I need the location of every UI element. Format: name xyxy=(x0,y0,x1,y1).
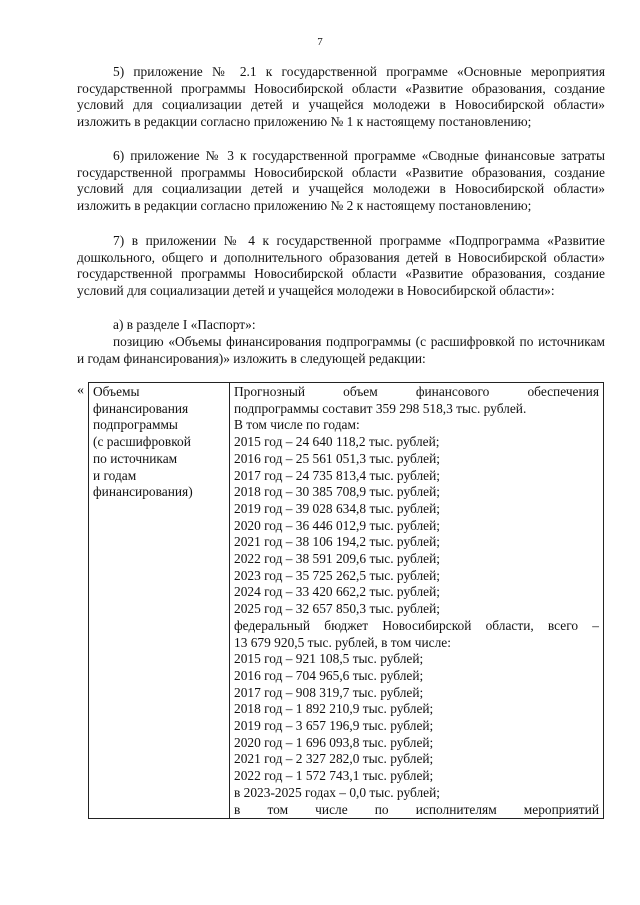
year-total-line: 2016 год – 25 561 051,3 тыс. рублей; xyxy=(234,450,440,466)
year-federal-line: 2021 год – 2 327 282,0 тыс. рублей; xyxy=(234,751,434,767)
label-line: финансирования xyxy=(93,400,189,416)
by-years-line: В том числе по годам: xyxy=(234,417,360,433)
year-total-line: 2020 год – 36 446 012,9 тыс. рублей; xyxy=(234,517,440,533)
year-total-line: 2015 год – 24 640 118,2 тыс. рублей; xyxy=(234,434,440,450)
label-line: финансирования) xyxy=(93,484,193,500)
year-total-line: 2018 год – 30 385 708,9 тыс. рублей; xyxy=(234,484,440,500)
year-federal-line: 2020 год – 1 696 093,8 тыс. рублей; xyxy=(234,734,434,750)
table-row xyxy=(89,383,604,819)
federal-line: федеральный бюджет Новосибирской области, всего – xyxy=(234,617,599,633)
paragraph-item-6: 6) приложение № 3 к государственной программе «Сводные финансовые затраты государственной программы Новосибирской области «Развитие образования, создание условий для социализации детей и учащейся молодежи в Новосибирской области» изложить в редакции согласно приложению № 2 к настоящему постановлению; xyxy=(77,148,605,214)
label-line: Объемы xyxy=(93,384,140,399)
intro-line: подпрограммы составит 359 298 518,3 тыс. рублей. xyxy=(234,400,527,416)
year-federal-line: 2017 год – 908 319,7 тыс. рублей; xyxy=(234,684,424,700)
year-total-line: 2025 год – 32 657 850,3 тыс. рублей; xyxy=(234,601,440,617)
label-line: подпрограммы xyxy=(93,417,178,433)
paragraph-item-5: 5) приложение № 2.1 к государственной программе «Основные мероприятия государственной программы Новосибирской области «Развитие образования, создание условий для социализации детей и учащейся молодежи в Новосибирской области» изложить в редакции согласно приложению № 1 к настоящему постановлению; xyxy=(77,64,605,130)
year-total-line: 2021 год – 38 106 194,2 тыс. рублей; xyxy=(234,534,440,550)
passport-table xyxy=(88,382,604,819)
federal-rest-line: в 2023-2025 годах – 0,0 тыс. рублей; xyxy=(234,784,440,800)
year-federal-line: 2022 год – 1 572 743,1 тыс. рублей; xyxy=(234,768,434,784)
year-total-line: 2017 год – 24 735 813,4 тыс. рублей; xyxy=(234,467,440,483)
year-federal-line: 2018 год – 1 892 210,9 тыс. рублей; xyxy=(234,701,434,717)
executors-line: в том числе по исполнителям мероприятий xyxy=(234,801,599,817)
intro-line: Прогнозный объем финансового обеспечения xyxy=(234,384,599,399)
table-cell-label xyxy=(89,383,230,819)
label-line: (с расшифровкой xyxy=(93,434,191,450)
year-total-line: 2019 год – 39 028 634,8 тыс. рублей; xyxy=(234,500,440,516)
label-line: и годам xyxy=(93,467,137,483)
table-cell-content xyxy=(230,383,604,819)
paragraph-position: позицию «Объемы финансирования подпрограммы (с расшифровкой по источникам и годам финансирования)» изложить в следующей редакции: xyxy=(77,334,605,366)
year-total-line: 2024 год – 33 420 662,2 тыс. рублей; xyxy=(234,584,440,600)
year-federal-line: 2016 год – 704 965,6 тыс. рублей; xyxy=(234,667,424,683)
year-total-line: 2022 год – 38 591 209,6 тыс. рублей; xyxy=(234,551,440,567)
opening-quote: « xyxy=(77,383,84,398)
paragraph-section-passport: а) в разделе I «Паспорт»: xyxy=(113,317,256,332)
label-line: по источникам xyxy=(93,450,178,466)
page-number: 7 xyxy=(317,36,323,48)
paragraph-item-7: 7) в приложении № 4 к государственной программе «Подпрограмма «Развитие дошкольного, общего и дополнительного образования детей в Новосибирской области» государственной программы Новосибирской области «Развитие образования, создание условий для социализации детей и учащейся молодежи в Новосибирской области»: xyxy=(77,233,605,299)
federal-line: 13 679 920,5 тыс. рублей, в том числе: xyxy=(234,634,451,650)
year-total-line: 2023 год – 35 725 262,5 тыс. рублей; xyxy=(234,567,440,583)
year-federal-line: 2015 год – 921 108,5 тыс. рублей; xyxy=(234,651,424,667)
year-federal-line: 2019 год – 3 657 196,9 тыс. рублей; xyxy=(234,718,434,734)
